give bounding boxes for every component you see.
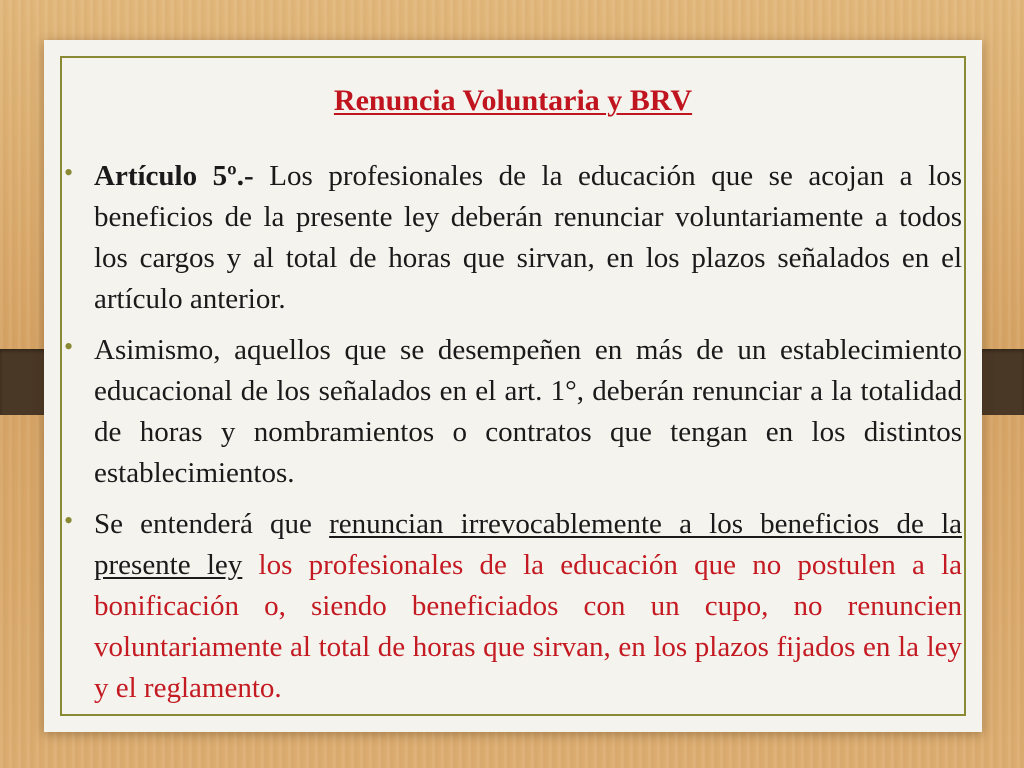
asimismo-text: Asimismo, aquellos que se desempeñen en más de un establecimiento educacional de los señalados en el art. 1°, deberán renunciar a la totalidad de horas y nombramientos o contratos que tengan en los distintos establecimientos.: [94, 334, 962, 489]
list-item-asimismo: [64, 330, 962, 494]
renuncia-text-start: Se entenderá que: [94, 508, 330, 540]
list-item-article-5: [64, 156, 962, 320]
bullet-list: [64, 156, 962, 719]
list-item-renuncia: [64, 504, 962, 709]
bullet-icon: •: [64, 158, 74, 187]
bullet-icon: •: [64, 506, 74, 535]
renuncia-red-text: los profesionales de la educación que no postulen a la bonificación o, siendo beneficiados con un cupo, no renuncien voluntariamente al total de horas que sirvan, en los plazos fijados en la ley y el reglamento.: [94, 549, 962, 704]
bullet-icon: •: [64, 332, 74, 361]
slide-title: Renuncia Voluntaria y BRV: [333, 84, 693, 117]
article-text: Los profesionales de la educación que se acojan a los beneficios de la presente ley deberán renunciar voluntariamente a todos los cargos y al total de horas que sirvan, en los plazos señalados en el artículo anterior.: [94, 160, 962, 315]
renuncia-underlined-text: renuncian irrevocablemente a los beneficios de la presente ley: [94, 508, 962, 581]
article-label: Artículo 5º.-: [94, 160, 270, 192]
slide-paper: [44, 40, 982, 732]
